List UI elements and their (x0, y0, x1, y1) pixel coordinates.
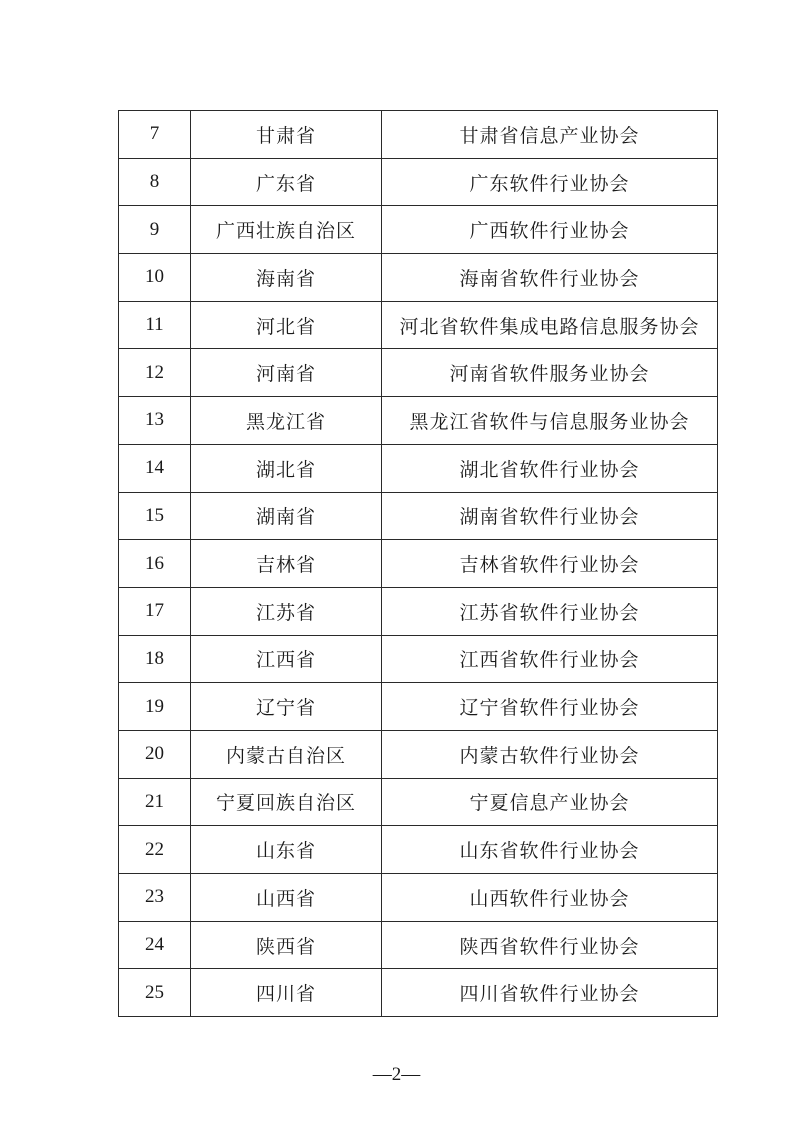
table-row (119, 206, 718, 254)
region-cell: 吉林省 (191, 540, 382, 588)
table-row (119, 921, 718, 969)
association-cell: 河北省软件集成电路信息服务协会 (382, 301, 718, 349)
region-cell: 湖北省 (191, 444, 382, 492)
row-number: 13 (119, 397, 191, 445)
row-number: 25 (119, 969, 191, 1017)
association-cell: 陕西省软件行业协会 (382, 921, 718, 969)
table-row (119, 444, 718, 492)
region-cell: 宁夏回族自治区 (191, 778, 382, 826)
table-row (119, 778, 718, 826)
association-cell: 河南省软件服务业协会 (382, 349, 718, 397)
row-number: 9 (119, 206, 191, 254)
table-row (119, 969, 718, 1017)
region-cell: 广东省 (191, 158, 382, 206)
association-cell: 海南省软件行业协会 (382, 254, 718, 302)
table-row (119, 587, 718, 635)
row-number: 22 (119, 826, 191, 874)
region-cell: 四川省 (191, 969, 382, 1017)
region-cell: 河南省 (191, 349, 382, 397)
table-row (119, 874, 718, 922)
row-number: 20 (119, 730, 191, 778)
region-cell: 辽宁省 (191, 683, 382, 731)
row-number: 16 (119, 540, 191, 588)
association-cell: 江西省软件行业协会 (382, 635, 718, 683)
region-cell: 广西壮族自治区 (191, 206, 382, 254)
table-row (119, 826, 718, 874)
row-number: 14 (119, 444, 191, 492)
association-cell: 四川省软件行业协会 (382, 969, 718, 1017)
table-row (119, 683, 718, 731)
region-cell: 甘肃省 (191, 111, 382, 159)
table-row (119, 492, 718, 540)
page-number: —2— (372, 1064, 421, 1085)
row-number: 12 (119, 349, 191, 397)
row-number: 8 (119, 158, 191, 206)
table-row (119, 540, 718, 588)
association-cell: 山西软件行业协会 (382, 874, 718, 922)
region-cell: 江西省 (191, 635, 382, 683)
association-cell: 甘肃省信息产业协会 (382, 111, 718, 159)
table-row (119, 111, 718, 159)
row-number: 24 (119, 921, 191, 969)
row-number: 10 (119, 254, 191, 302)
association-cell: 江苏省软件行业协会 (382, 587, 718, 635)
region-cell: 河北省 (191, 301, 382, 349)
region-cell: 山西省 (191, 874, 382, 922)
table-row (119, 301, 718, 349)
row-number: 18 (119, 635, 191, 683)
row-number: 23 (119, 874, 191, 922)
table-row (119, 349, 718, 397)
association-cell: 宁夏信息产业协会 (382, 778, 718, 826)
table-row (119, 397, 718, 445)
region-cell: 江苏省 (191, 587, 382, 635)
association-table-body (119, 111, 718, 1017)
association-cell: 湖北省软件行业协会 (382, 444, 718, 492)
row-number: 17 (119, 587, 191, 635)
region-cell: 湖南省 (191, 492, 382, 540)
association-table (118, 110, 718, 1017)
table-row (119, 254, 718, 302)
association-cell: 吉林省软件行业协会 (382, 540, 718, 588)
table-row (119, 158, 718, 206)
row-number: 15 (119, 492, 191, 540)
region-cell: 海南省 (191, 254, 382, 302)
region-cell: 黑龙江省 (191, 397, 382, 445)
row-number: 11 (119, 301, 191, 349)
region-cell: 山东省 (191, 826, 382, 874)
association-cell: 湖南省软件行业协会 (382, 492, 718, 540)
table-row (119, 635, 718, 683)
region-cell: 内蒙古自治区 (191, 730, 382, 778)
association-cell: 黑龙江省软件与信息服务业协会 (382, 397, 718, 445)
association-cell: 广东软件行业协会 (382, 158, 718, 206)
region-cell: 陕西省 (191, 921, 382, 969)
association-cell: 广西软件行业协会 (382, 206, 718, 254)
association-cell: 辽宁省软件行业协会 (382, 683, 718, 731)
association-cell: 山东省软件行业协会 (382, 826, 718, 874)
association-cell: 内蒙古软件行业协会 (382, 730, 718, 778)
row-number: 19 (119, 683, 191, 731)
table-row (119, 730, 718, 778)
row-number: 21 (119, 778, 191, 826)
row-number: 7 (119, 111, 191, 159)
